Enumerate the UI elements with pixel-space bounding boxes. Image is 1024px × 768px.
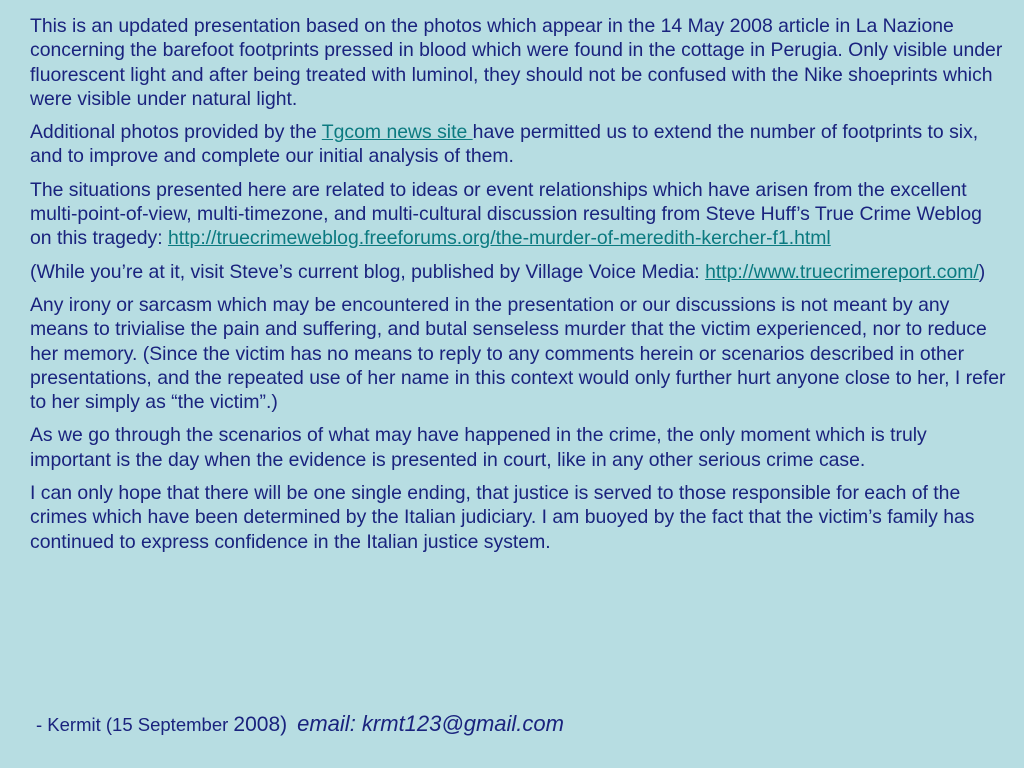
paragraph-irony-disclaimer: Any irony or sarcasm which may be encountered in the presentation or our discussions is not meant by any means to trivialise the pain and suffering, and butal senseless murder that the victim experienced, nor to reduce her memory. (Since the victim has no means to reply to any comments herein or scenarios described in other presentations, and the repeated use of her name in this context would only further hurt anyone close to her, I refer to her simply as “the victim”.) [30, 293, 1006, 414]
paragraph-visit-blog-tail: ) [978, 260, 986, 283]
signature-author: - Kermit (15 September [36, 714, 234, 735]
signature-year: 2008) [233, 713, 288, 736]
paragraph-visit-blog-lead: (While you’re at it, visit Steve’s current blog, published by Village Voice Media: [30, 260, 706, 283]
signature-email: email: krmt123@gmail.com [297, 711, 564, 736]
paragraph-justice: I can only hope that there will be one single ending, that justice is served to those responsible for each of the crimes which have been determined by the Italian judiciary. I am buoyed by the fact that the victim’s family has continued to express confidence in the Italian justice system. [30, 482, 975, 553]
paragraph-visit-blog [30, 260, 1008, 284]
paragraph-scenarios: As we go through the scenarios of what may have happened in the crime, the only moment which is truly important is the day when the evidence is presented in court, like in any other serious crime case. [30, 424, 927, 471]
paragraph-intro: This is an updated presentation based on the photos which appear in the 14 May 2008 article in La Nazione concerning the barefoot footprints pressed in blood which were found in the cottage in Perugia. Only visible under fluorescent light and after being treated with luminol, they should not be confused with the Nike shoeprints which were visible under natural light. [30, 15, 1003, 110]
paragraph-additional-photos-lead: Additional photos provided by the [30, 121, 322, 144]
tgcom-news-link[interactable]: Tgcom news site [321, 121, 473, 144]
paragraph-additional-photos [30, 120, 1008, 169]
signature [36, 712, 564, 737]
truecrime-weblog-link[interactable]: http://truecrimeweblog.freeforums.org/the-murder-of-meredith-kercher-f1.html [167, 227, 831, 250]
paragraph-additional-photos-tail: have permitted us to extend the number of footprints to six, and to improve and complete our initial analysis of them. [30, 121, 979, 168]
paragraph-situations [30, 178, 1008, 251]
paragraph-situations-text: The situations presented here are related to ideas or event relationships which have arisen from the excellent multi-point-of-view, multi-timezone, and multi-cultural discussion resulting from Steve Huff’s True Crime Weblog on this tragedy: [30, 178, 982, 250]
truecrimereport-link[interactable]: http://www.truecrimereport.com/ [705, 260, 979, 283]
